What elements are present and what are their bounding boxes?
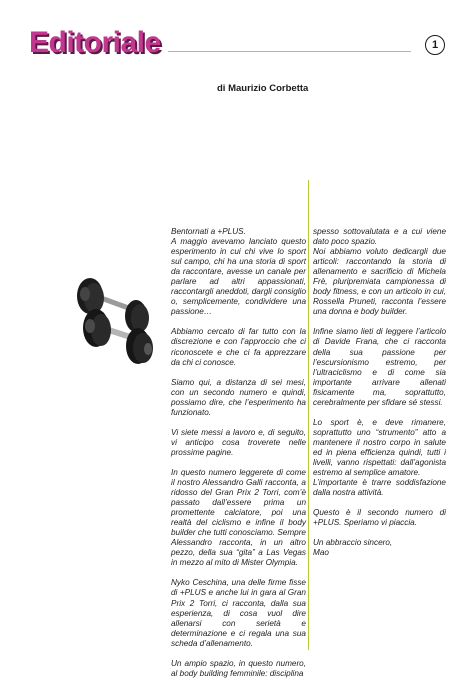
column-rule — [308, 180, 309, 650]
page-number: 1 — [425, 35, 445, 55]
paragraph: Questo è il secondo numero di +PLUS. Speriamo vi piaccia. — [313, 508, 446, 528]
title-rule — [168, 51, 411, 52]
paragraph: Abbiamo cercato di far tutto con la discrezione e con l’approccio che ci riconoscete e che ci fa apprezzare da chi ci conosce. — [171, 327, 306, 367]
paragraph: L’importante è trarre soddisfazione dalla nostra attività. — [313, 478, 446, 498]
paragraph: Infine siamo lieti di leggere l’articolo di Davide Frana, che ci racconta della sua passione per l’escursionismo estremo, per l’ultraciclismo e di come sia importante arrivare allenati fisicamente ma, soprattutto, cerebralmente per sfidare sé stessi. — [313, 327, 446, 407]
paragraph: Un ampio spazio, in questo numero, al body building femminile: disciplina — [171, 658, 306, 678]
signature: Mao — [313, 548, 329, 558]
paragraph: Nyko Ceschina, una delle firme fisse di +PLUS e anche lui in gara al Gran Prix 2 Torri, ci racconta, dalla sua esperienza, di cosa vuol dire allenarsi con serietà e determinazione e ci regala una sua scheda d’allenamento. — [171, 578, 306, 648]
text-column-2 — [313, 227, 446, 558]
paragraph: spesso sottovalutata e a cui viene dato poco spazio. — [313, 227, 446, 247]
paragraph-intro: Bentornati a +PLUS. A maggio avevamo lanciato questo esperimento in cui chi vive lo sport sul campo, chi ha una storia di sport da raccontare, avesse un canale per parlare ad altri appassionati, raccontargli aneddoti, dargli consiglio o, semplicemente, condividere una passione… — [171, 227, 306, 317]
text-column-1 — [171, 227, 306, 689]
paragraph: Noi abbiamo voluto dedicargli due articoli: raccontando la storia di allenamento e sacrificio di Michela Frè, pluripremiata campionessa di body fitness, e con un articolo in cui, Rossella Pruneti, racconta l’essere una donna e body builder. — [313, 247, 446, 317]
paragraph: Lo sport è, e deve rimanere, soprattutto uno “strumento” atto a mantenere il nostro corpo in salute ed in piena efficienza quindi, tutti i livelli, vanno rispettati: dall’agonista estremo al semplice amatore. — [313, 417, 446, 478]
author-byline: di Maurizio Corbetta — [217, 83, 309, 94]
page-title: Editoriale — [29, 26, 161, 59]
dumbbell-icon — [66, 268, 162, 366]
closing: Un abbraccio sincero, — [313, 538, 393, 548]
paragraph: In questo numero leggerete di come il nostro Alessandro Galli racconta, a ridosso del Gran Prix 2 Torri, com’è passato dall’essere prima un promettente calciatore, poi una realtà del ciclismo e infine il body builder che tutti conosciamo. Sempre Alessandro racconta, in un altro pezzo, della sua “gita” a Las Vegas in mezzo al mito di Mister Olympia. — [171, 467, 306, 568]
paragraph: Siamo qui, a distanza di sei mesi, con un secondo numero e quindi, possiamo dire, che l’esperimento ha funzionato. — [171, 377, 306, 417]
paragraph: Vi siete messi a lavoro e, di seguito, vi anticipo cosa troverete nelle prossime pagine. — [171, 427, 306, 457]
